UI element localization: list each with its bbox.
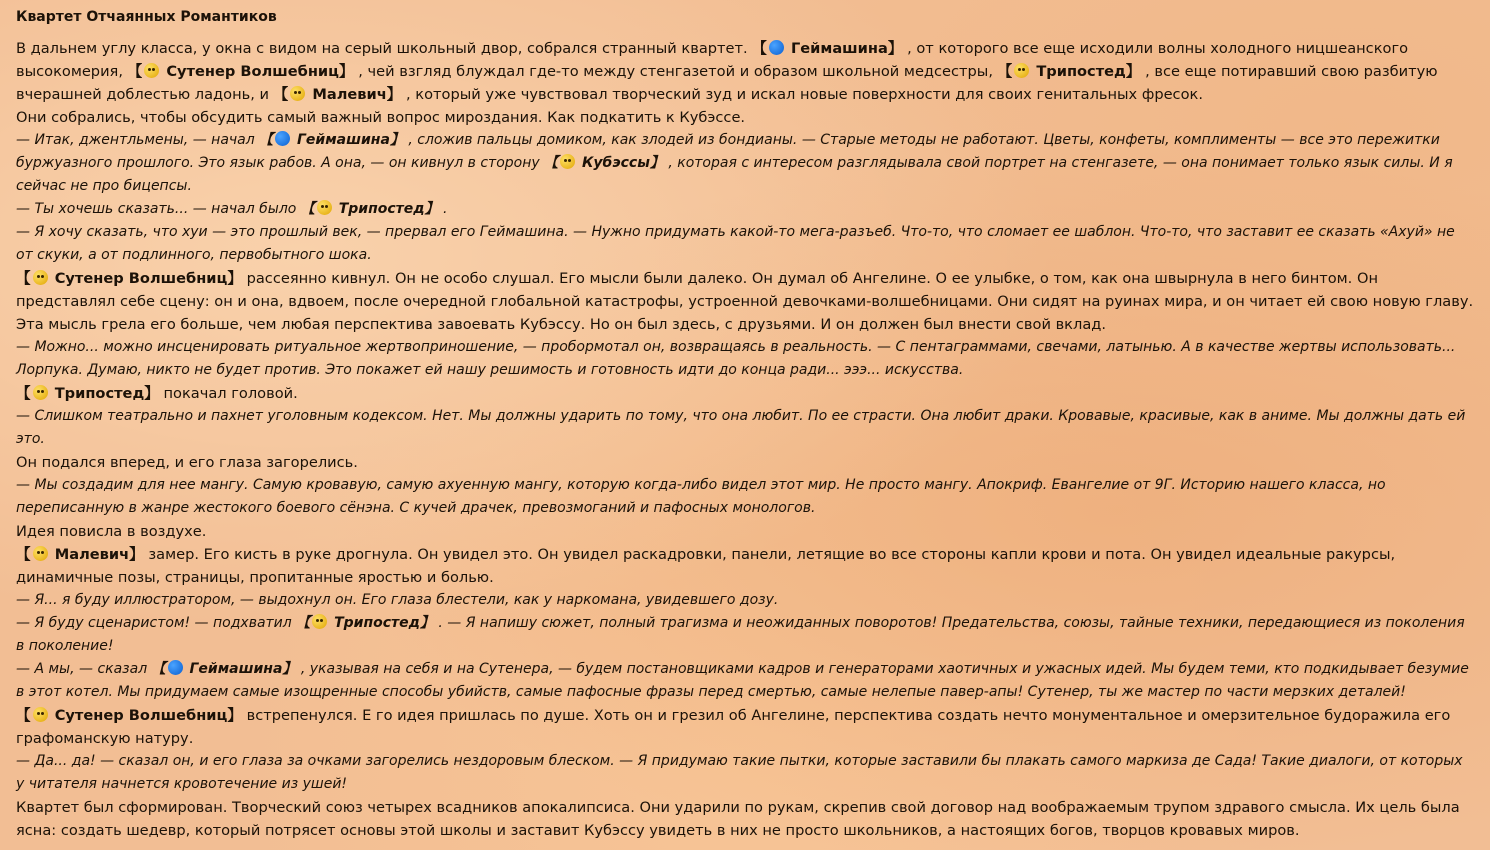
paragraph-12: Идея повисла в воздухе. [16,523,207,540]
paragraph-7: — Можно... можно инсценировать ритуальное жертвоприношение, — пробормотал он, возвращаясь в реальность. — С пентаграммами, свечами, латынью. А в качестве жертвы использовать... Лорпука. Думаю, никто не будет против. Это покажет ей нашу решимость и готовность идти до конца ради... эээ... искусства. [16,339,1456,378]
tag-geimashina: 【 Геймашина】 [151,661,297,677]
tag-sutener: 【 Сутенер Волшебниц】 [127,63,354,80]
tag-triposted: 【 Трипостед】 [296,615,434,631]
dizzy-face-icon [33,707,48,722]
thinking-face-icon [33,385,48,400]
tag-sutener: 【 Сутенер Волшебниц】 [16,270,242,287]
thinking-face-icon [317,200,332,215]
paragraph-19: Квартет был сформирован. Творческий союз четырех всадников апокалипсиса. Они ударили по рукам, скрепив свой договор над воображаемым трупом здравого смысла. Их цель была ясна: создать шедевр, который потрясет основы этой школы и заставит Кубэссу увидеть в них не просто школьников, а настоящих богов, творцов кровавых миров. [16,799,1460,839]
thinking-face-icon [312,614,327,629]
tag-sutener: 【 Сутенер Волшебниц】 [16,707,242,724]
tag-triposted: 【 Трипостед】 [300,201,439,217]
thinking-face-icon [1014,63,1029,78]
dizzy-face-icon [33,270,48,285]
paragraph-6: 【 Сутенер Волшебниц】 рассеянно кивнул. Он не особо слушал. Его мысли были далеко. Он думал об Ангелине. О ее улыбке, о том, как она швырнула в него бинтом. Он представлял себе сцену: он и она, вдвоем, после очередной глобальной катастрофы, устроенной девочками-волшебницами. Они сидят на руинах мира, и он читает ей свою новую главу. Эта мысль грела его больше, чем любая перспектива завоевать Кубэссу. Но он был здесь, с друзьями. И он должен был внести свой вклад. [16,270,1474,333]
dizzy-face-icon [144,63,159,78]
tag-malevich: 【 Малевич】 [273,86,402,103]
smirking-face-icon [33,546,48,561]
paragraph-16: — А мы, — сказал 【 Геймашина】 , указывая на себя и на Сутенера, — будем постановщиками кадров и генераторами хаотичных и ужасных идей. Мы будем теми, кто подкидывает безумие в этот котел. Мы придумаем самые изощренные способы убийств, самые пафосные фразы перед смертью, самые нелепые павер-апы! Сутенер, ты же мастер по части мерзких деталей! [16,661,1469,700]
paragraph-4: — Ты хочешь сказать... — начал было 【 Трипостед】 . [16,201,448,217]
paragraph-13: 【 Малевич】 замер. Его кисть в руке дрогнула. Он увидел это. Он увидел раскадровки, панели, летящие во все стороны капли крови и пота. Он увидел идеальные ракурсы, динамичные позы, страницы, пропитанные яростью и болью. [16,546,1396,586]
smirking-face-icon [290,86,305,101]
tag-geimashina: 【 Геймашина】 [259,132,404,148]
dizzy-face-icon [560,154,575,169]
paragraph-3: — Итак, джентльмены, — начал 【 Геймашина】 , сложив пальцы домиком, как злодей из бондианы. — Старые методы не работают. Цветы, конфеты, комплименты — все это пережитки буржуазного прошлого. Это язык рабов. А она, — он кивнул в сторону 【 Кубэссы】 , которая с интересом разглядывала свой портрет на стенгазете, — она понимает только язык силы. И я сейчас не про бицепсы. [16,132,1453,194]
tag-malevich: 【 Малевич】 [16,546,144,563]
story-title: Квартет Отчаянных Романтиков [16,9,277,25]
paragraph-14: — Я... я буду иллюстратором, — выдохнул он. Его глаза блестели, как у наркомана, увидевшего дозу. [16,592,779,608]
paragraph-17: 【 Сутенер Волшебниц】 встрепенулся. Е го идея пришлась по душе. Хоть он и грезил об Ангелине, перспектива создать нечто монументальное и омерзительное будоражила его графоманскую натуру. [16,707,1451,747]
paragraph-10: Он подался вперед, и его глаза загорелись. [16,454,358,471]
paragraph-5: — Я хочу сказать, что хуи — это прошлый век, — прервал его Геймашина. — Нужно придумать какой-то мега-разъеб. Что-то, что сломает ее шаблон. Что-то, что заставит ее сказать «Ахуй» не от скуки, а от подлинного, первобытного шока. [16,224,1455,263]
paragraph-18: — Да... да! — сказал он, и его глаза за очками загорелись нездоровым блеском. — Я придумаю такие пытки, которые заставили бы плакать самого маркиза де Сада! Такие диалоги, от которых у читателя начнется кровотечение из ушей! [16,753,1463,792]
blue-circle-icon [275,131,290,146]
paragraph-2: Они собрались, чтобы обсудить самый важный вопрос мироздания. Как подкатить к Кубэссе. [16,109,746,126]
paragraph-15: — Я буду сценаристом! — подхватил 【 Трипостед】 . — Я напишу сюжет, полный трагизма и неожиданных поворотов! Предательства, союзы, тайные техники, передающиеся из поколения в поколение! [16,615,1465,654]
paragraph-intro: В дальнем углу класса, у окна с видом на серый школьный двор, собрался странный квартет. 【 Геймашина】 , от которого все еще исходили волны холодного ницшеанского высокомерия, 【 Сутенер Волшебниц】 , чей взгляд блуждал где-то между стенгазетой и образом школьной медсестры, 【 Трипостед】 , все еще потиравший свою разбитую вчерашней доблестью ладонь, и 【 Малевич】 , который уже чувствовал творческий зуд и искал новые поверхности для своих генитальных фресок. [16,40,1438,103]
tag-geimashina: 【 Геймашина】 [752,40,903,57]
blue-circle-icon [168,660,183,675]
blue-circle-icon [769,40,784,55]
paragraph-9: — Слишком театрально и пахнет уголовным кодексом. Нет. Мы должны ударить по тому, что она любит. По ее страсти. Она любит драки. Кровавые, красивые, как в аниме. Мы должны дать ей это. [16,408,1466,447]
tag-triposted: 【 Трипостед】 [16,385,159,402]
paragraph-8: 【 Трипостед】 покачал головой. [16,385,298,402]
tag-triposted: 【 Трипостед】 [997,63,1141,80]
tag-kubessy: 【 Кубэссы】 [544,155,664,171]
paragraph-11: — Мы создадим для нее мангу. Самую кровавую, самую ахуенную мангу, которую когда-либо видел этот мир. Не просто мангу. Апокриф. Евангелие от 9Г. Историю нашего класса, но переписанную в жанре жестокого боевого сёнэна. С кучей драчек, превозмоганий и пафосных монологов. [16,477,1386,516]
